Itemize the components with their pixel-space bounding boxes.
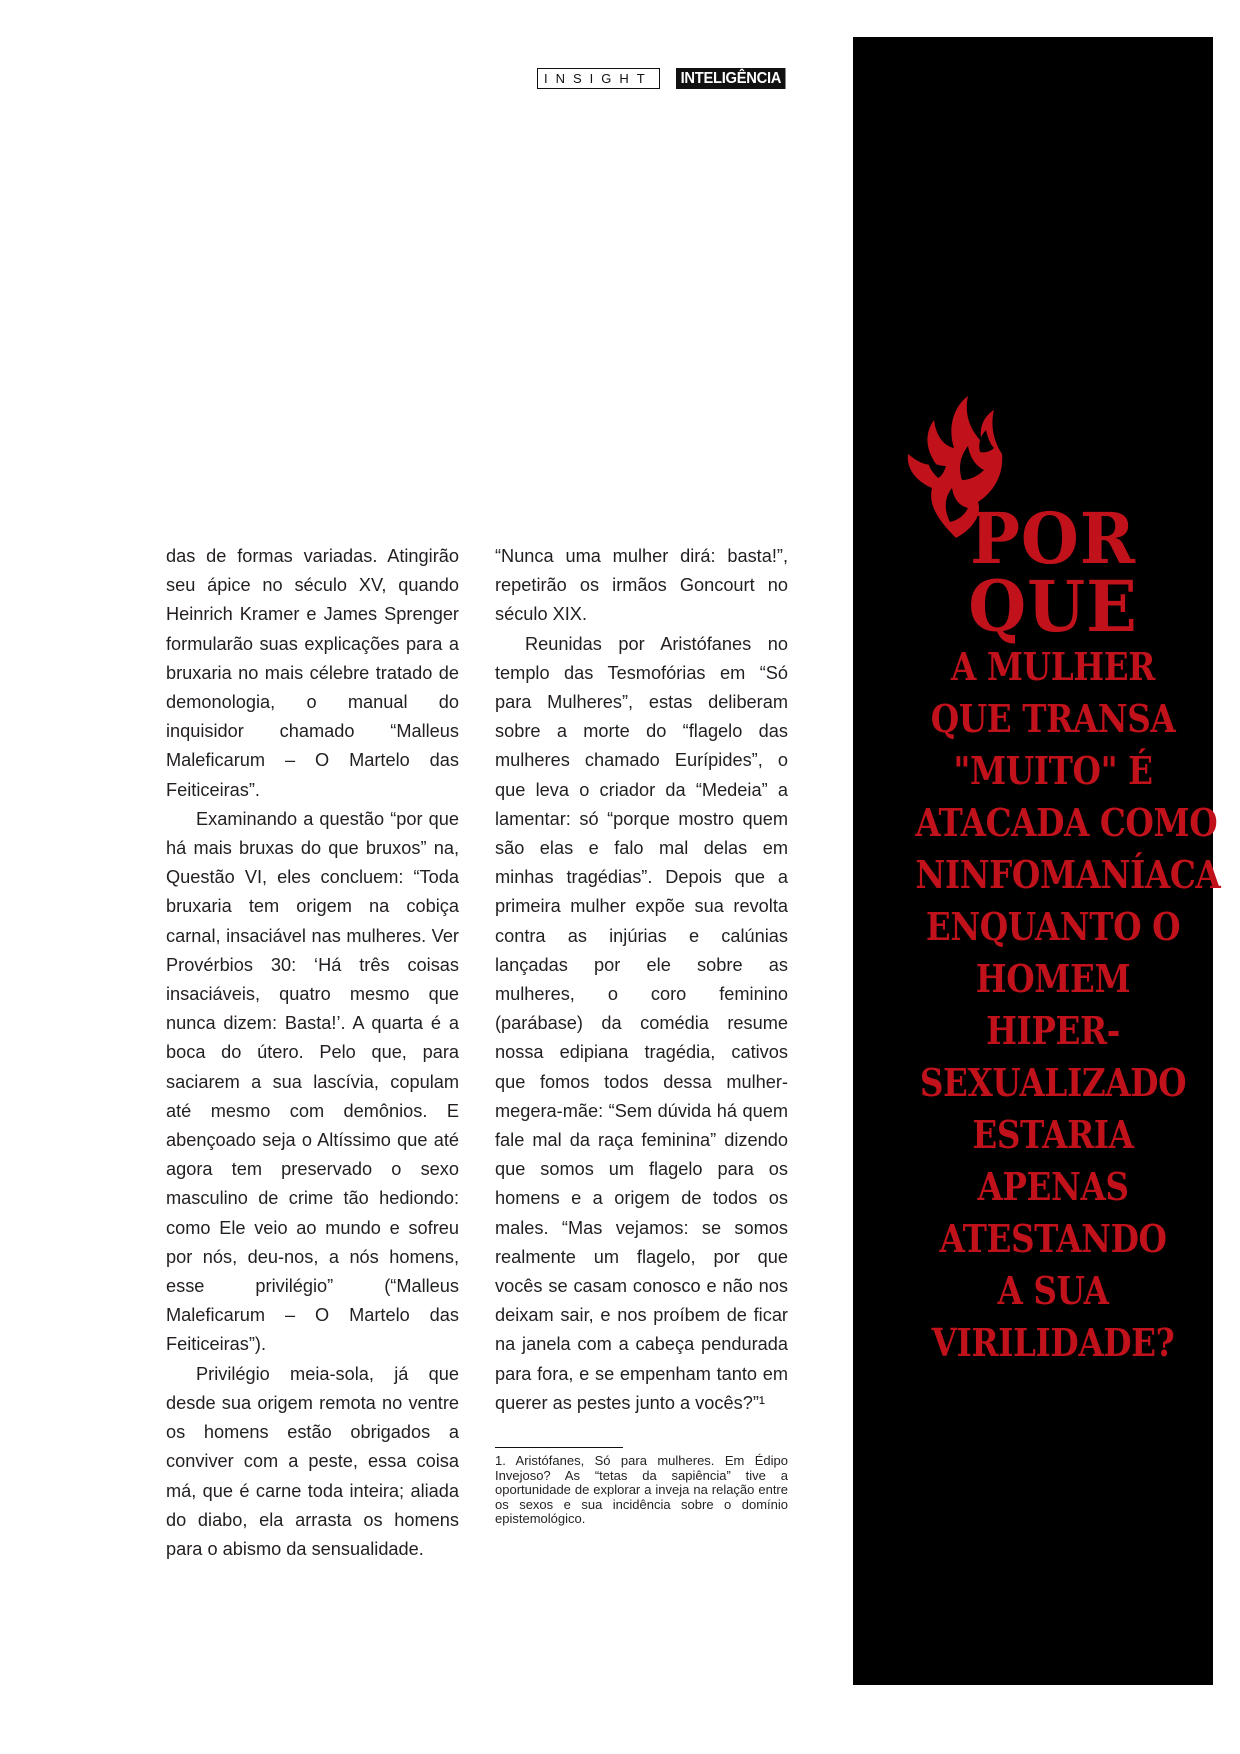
pull-quote-line: SEXUALIZADO xyxy=(919,1060,1187,1105)
pull-quote-line: ATESTANDO xyxy=(939,1216,1167,1261)
article-column-right xyxy=(495,542,788,1418)
pull-quote-line: VIRILIDADE? xyxy=(931,1320,1175,1365)
section-name-badge: INTELIGÊNCIA xyxy=(676,68,786,89)
pull-quote-line: ESTARIA xyxy=(972,1112,1134,1157)
page-header xyxy=(537,68,795,89)
paragraph: “Nunca uma mulher dirá: basta!”, repetirão os irmãos Goncourt no século XIX. xyxy=(495,546,788,625)
pull-quote-line: "MUITO" É xyxy=(953,748,1153,793)
pull-quote-line: ATACADA COMO xyxy=(915,800,1218,845)
pull-quote-line: A SUA xyxy=(997,1268,1109,1313)
pull-quote-line: A MULHER xyxy=(951,644,1155,689)
paragraph: das de formas variadas. Atingirão seu ápice no século XV, quando Heinrich Kramer e James Sprenger formularão suas explicações para a bruxaria no mais célebre tratado de demonologia, o manual do inquisidor chamado “Malleus Maleficarum – O Martelo das Feiticeiras”. xyxy=(166,546,459,800)
pull-quote-line: HOMEM xyxy=(975,956,1131,1001)
pull-quote-big-line: QUE xyxy=(968,565,1138,648)
pull-quote-big-line: POR xyxy=(969,497,1137,580)
pull-quote-line: NINFOMANÍACA xyxy=(915,852,1221,897)
paragraph: Examinando a questão “por que há mais bruxas do que bruxos” na, Questão VI, eles concluem: “Toda bruxaria tem origem na cobiça carnal, insaciável nas mulheres. Ver Provérbios 30: ‘Há três coisas insaciáveis, quatro mesmo que nunca dizem: Basta!’. A quarta é a boca do útero. Pelo que, para saciarem a sua lascívia, copulam até mesmo com demônios. E abençoado seja o Altíssimo que até agora tem preservado o sexo masculino de crime tão hediondo: como Ele veio ao mundo e sofreu por nós, deu-nos, a nós homens, esse privilégio” (“Malleus Maleficarum – O Martelo das Feiticeiras”). xyxy=(166,808,459,1355)
footnote: 1. Aristófanes, Só para mulheres. Em Édipo Invejoso? As “tetas da sapiência” tive a oportunidade de explorar a inveja na relação entre os sexos e sua incidência sobre o domínio epistemológico. xyxy=(495,1453,788,1526)
pull-quote-line: QUE TRANSA xyxy=(930,696,1176,741)
paragraph: Reunidas por Aristófanes no templo das Tesmofórias em “Só para Mulheres”, estas deliberam sobre a morte do “flagelo das mulheres chamado Eurípides”, o que leva o criador da “Medeia” a lamentar: só “porque mostro quem são elas e falo mal delas em minhas tragédias”. Depois que a primeira mulher expõe sua revolta contra as injúrias e calúnias lançadas por ele sobre as mulheres, o coro feminino (parábase) da comédia resume nossa edipiana tragédia, cativos que fomos todos dessa mulher-megera-mãe: “Sem dúvida há quem fale mal da raça feminina” dizendo que somos um flagelo para os homens e a origem de todos os males. “Mas vejamos: se somos realmente um flagelo, por que vocês se casam conosco e não nos deixam sair, e nos proíbem de ficar na janela com a cabeça pendurada para fora, e se empenham tanto em querer as pestes junto a vocês?”¹ xyxy=(495,633,788,1413)
paragraph: Privilégio meia-sola, já que desde sua origem remota no ventre os homens estão obrigados a conviver com a peste, essa coisa má, que é carne toda inteira; aliada do diabo, ela arrasta os homens para o abismo da sensualidade. xyxy=(166,1363,459,1559)
article-column-left xyxy=(166,542,459,1564)
footnote-divider xyxy=(495,1447,623,1448)
pull-quote xyxy=(893,497,1221,1369)
pull-quote-line: HIPER- xyxy=(986,1008,1120,1053)
section-label-badge: INSIGHT xyxy=(537,68,660,89)
pull-quote-line: ENQUANTO O xyxy=(925,904,1181,949)
pull-quote-line: APENAS xyxy=(977,1164,1129,1209)
